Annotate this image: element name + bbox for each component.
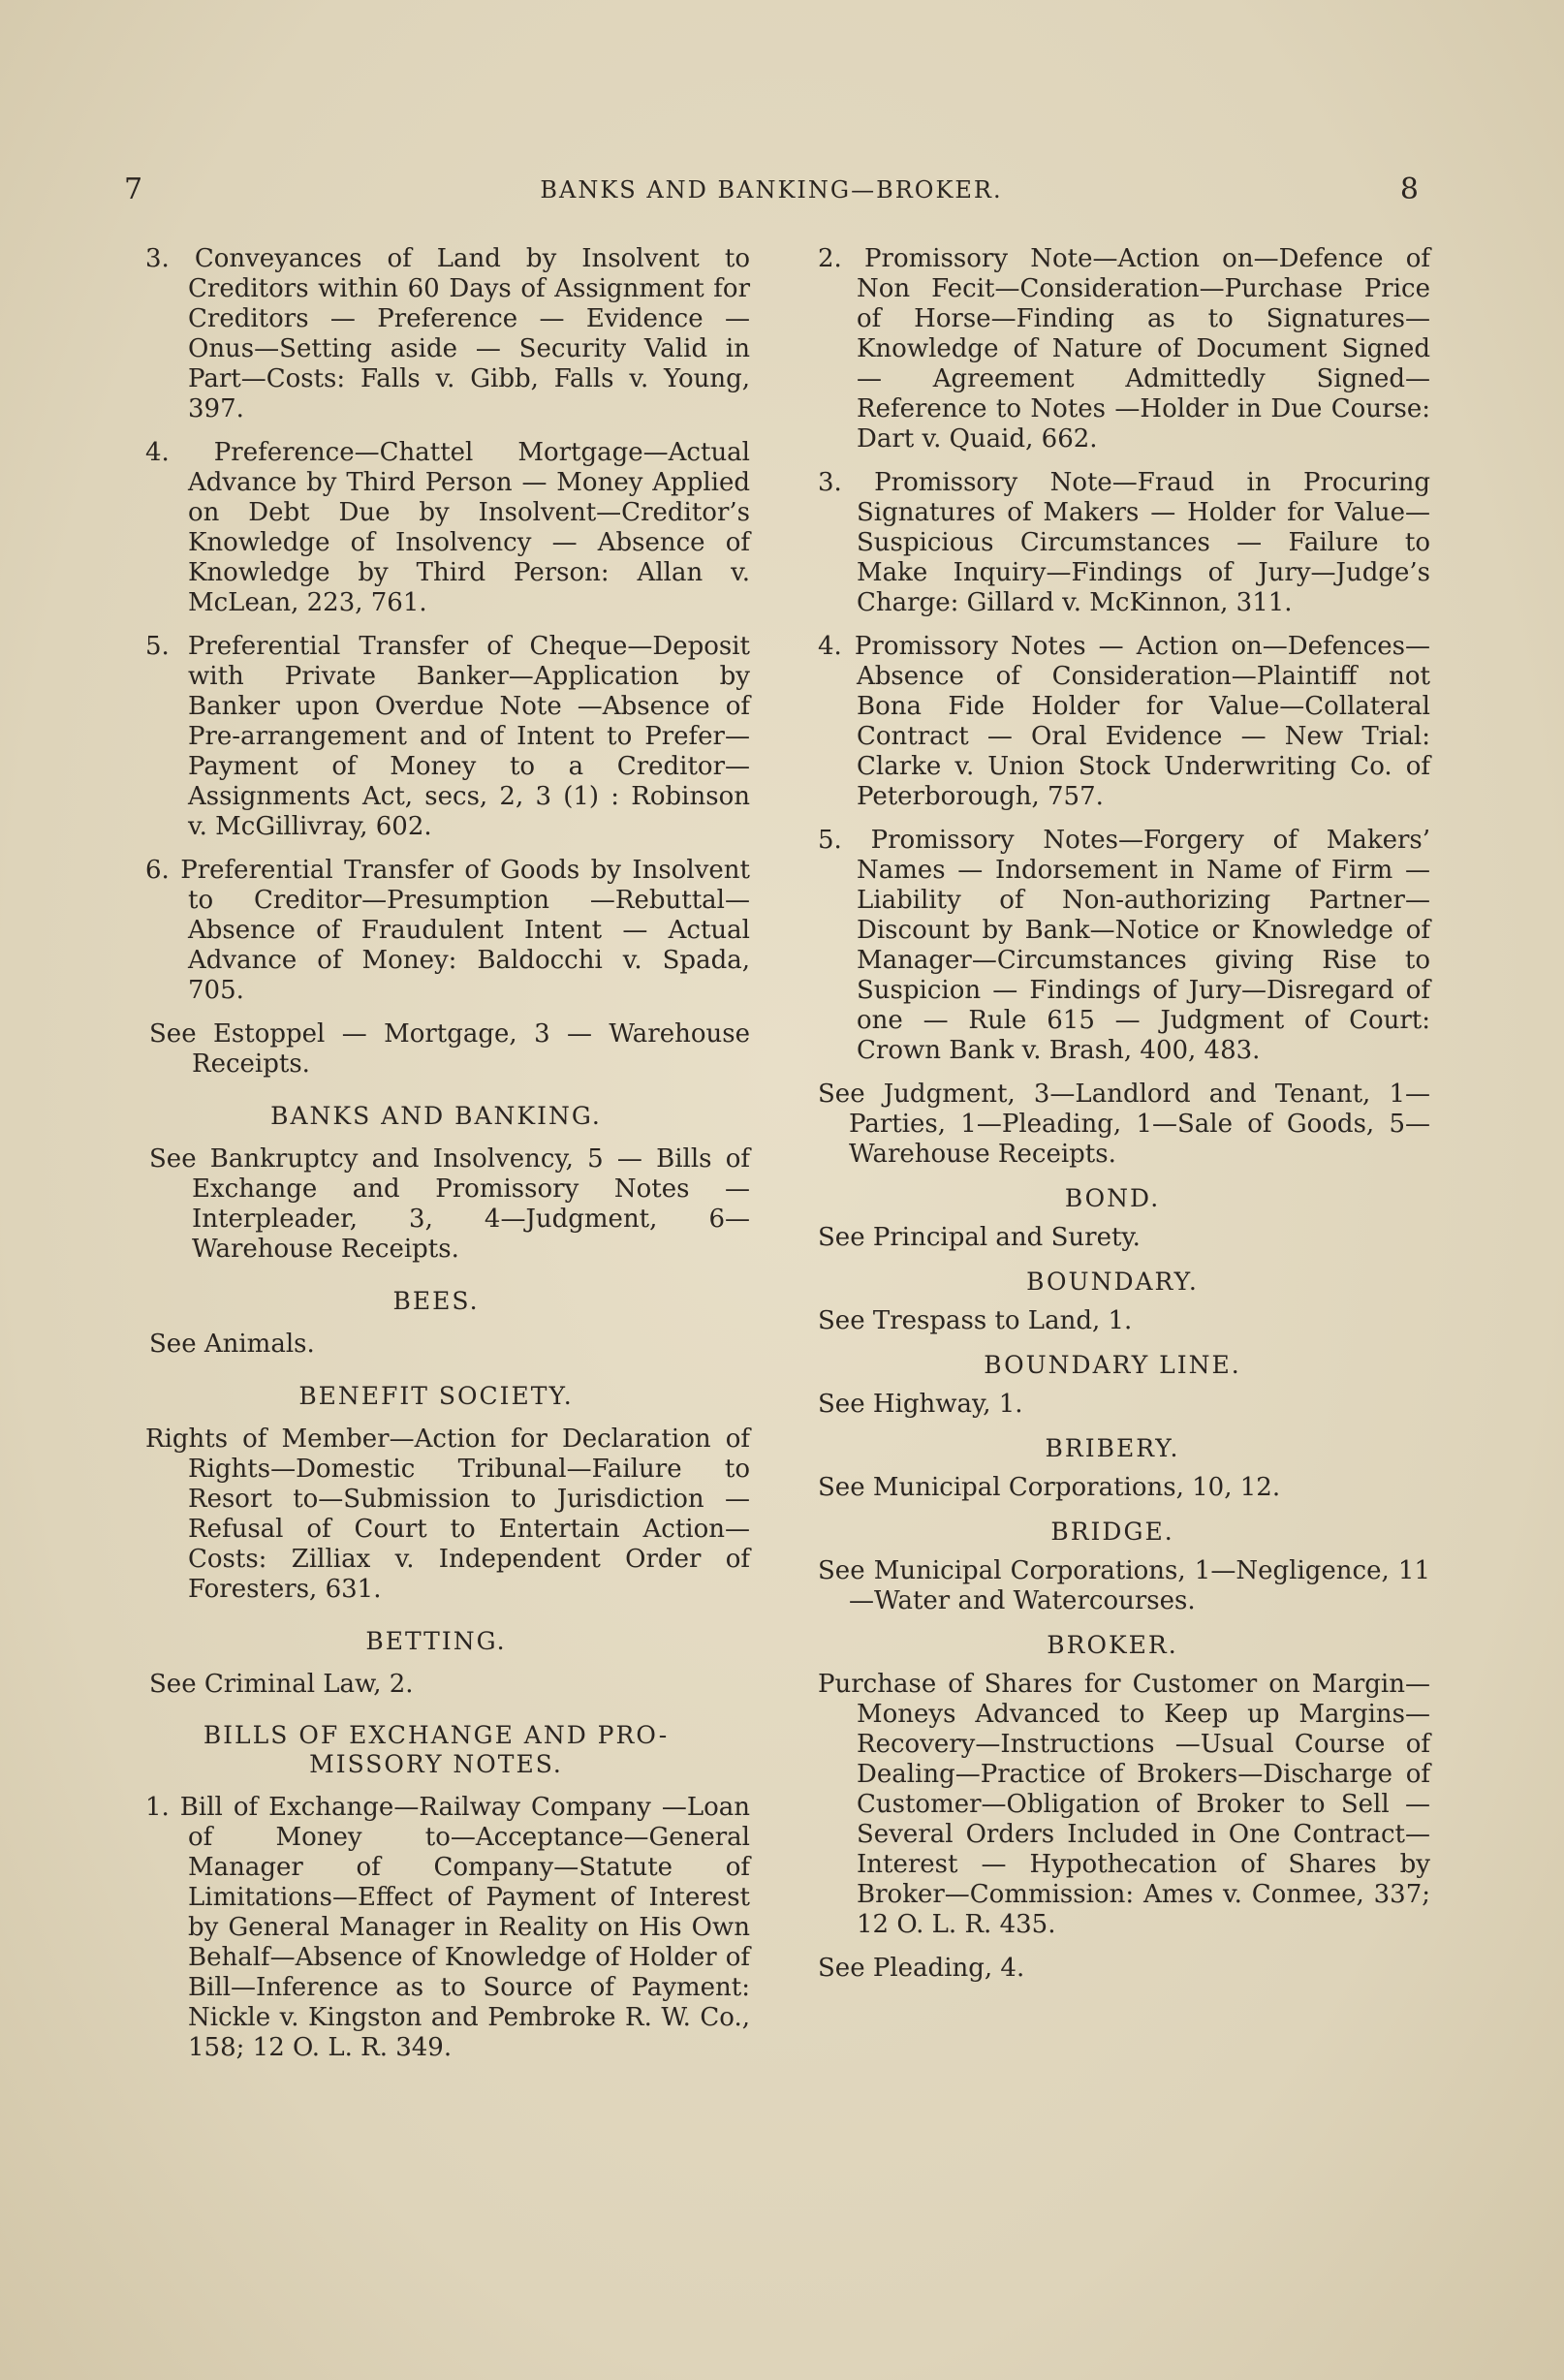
running-header — [124, 172, 1419, 211]
section-heading: BEES. — [392, 1287, 480, 1315]
cross-reference: See Municipal Corporations, 10, 12. — [818, 1473, 1281, 1502]
cross-reference: See Judgment, 3—Landlord and Tenant, 1—Parties, 1—Pleading, 1—Sale of Goods, 5—Warehouse Receipts. — [818, 1080, 1430, 1169]
index-entry: 2. Promissory Note—Action on—Defence of Non Fecit—Consideration—Purchase Price of Horse—Finding as to Signatures—Knowledge of Nature of Document Signed — Agreement Admittedly Signed—Reference to Notes —Holder in Due Course: Dart v. Quaid, 662. — [818, 244, 1430, 454]
index-entry: 3. Conveyances of Land by Insolvent to Creditors within 60 Days of Assignment for Creditors — Preference — Evidence — Onus—Setting aside — Security Valid in Part—Costs: Falls v. Gibb, Falls v. Young, 397. — [145, 244, 750, 423]
section-heading: BRIDGE. — [1050, 1518, 1174, 1546]
section-heading: BOND. — [1064, 1184, 1161, 1212]
cross-reference: See Criminal Law, 2. — [149, 1670, 414, 1699]
index-entry: 4. Preference—Chattel Mortgage—Actual Advance by Third Person — Money Applied on Debt Due by Insolvent—Creditor’s Knowledge of Insolvency — Absence of Knowledge by Third Person: Allan v. McLean, 223, 761. — [145, 438, 750, 617]
running-title: BANKS AND BANKING—BROKER. — [540, 176, 1003, 204]
section-heading-line: BILLS OF EXCHANGE AND PRO- — [203, 1721, 670, 1749]
index-entry: 3. Promissory Note—Fraud in Procuring Signatures of Makers — Holder for Value—Suspicious Circumstances — Failure to Make Inquiry—Findings of Jury—Judge’s Charge: Gillard v. McKinnon, 311. — [818, 468, 1430, 617]
section-heading — [122, 1721, 750, 1779]
page-number-right: 8 — [1399, 172, 1419, 206]
section-heading: BANKS AND BANKING. — [270, 1102, 602, 1130]
section-heading: BENEFIT SOCIETY. — [298, 1382, 574, 1410]
cross-reference: See Trespass to Land, 1. — [818, 1306, 1133, 1335]
section-heading-line: MISSORY NOTES. — [309, 1750, 563, 1778]
cross-reference: See Animals. — [149, 1330, 315, 1359]
index-entry: 5. Promissory Notes—Forgery of Makers’ Names — Indorsement in Name of Firm — Liability of Non-authorizing Partner—Discount by Bank—Notice or Knowledge of Manager—Circumstances giving Rise to Suspicion — Findings of Jury—Disregard of one — Rule 615 — Judgment of Court: Crown Bank v. Brash, 400, 483. — [818, 826, 1430, 1065]
cross-reference: See Estoppel — Mortgage, 3 — Warehouse Receipts. — [149, 1019, 750, 1079]
cross-reference: See Highway, 1. — [818, 1390, 1023, 1419]
section-heading: BETTING. — [365, 1627, 507, 1655]
index-entry: 1. Bill of Exchange—Railway Company —Loan of Money to—Acceptance—General Manager of Company—Statute of Limitations—Effect of Payment of Interest by General Manager in Reality on His Own Behalf—Absence of Knowledge of Holder of Bill—Inference as to Source of Payment: Nickle v. Kingston and Pembroke R. W. Co., 158; 12 O. L. R. 349. — [145, 1793, 750, 2062]
index-entry: 5. Preferential Transfer of Cheque—Deposit with Private Banker—Application by Banker upon Overdue Note —Absence of Pre-arrangement and of Intent to Prefer—Payment of Money to a Creditor—Assignments Act, secs, 2, 3 (1) : Robinson v. McGillivray, 602. — [145, 632, 750, 841]
index-entry: Rights of Member—Action for Declaration of Rights—Domestic Tribunal—Failure to Resort to—Submission to Jurisdiction — Refusal of Court to Entertain Action—Costs: Zilliax v. Independent Order of Foresters, 631. — [145, 1425, 750, 1604]
section-heading: BROKER. — [1047, 1631, 1178, 1659]
cross-reference: See Pleading, 4. — [818, 1954, 1025, 1983]
section-heading: BRIBERY. — [1045, 1434, 1180, 1462]
cross-reference: See Municipal Corporations, 1—Negligence, 11—Water and Watercourses. — [818, 1556, 1430, 1615]
cross-reference: See Principal and Surety. — [818, 1223, 1141, 1252]
index-entry: Purchase of Shares for Customer on Margin—Moneys Advanced to Keep up Margins—Recovery—Instructions —Usual Course of Dealing—Practice of Brokers—Discharge of Customer—Obligation of Broker to Sell —Several Orders Included in One Contract—Interest — Hypothecation of Shares by Broker—Commission: Ames v. Conmee, 337; 12 O. L. R. 435. — [818, 1670, 1430, 1939]
section-heading: BOUNDARY. — [1026, 1268, 1199, 1296]
section-heading: BOUNDARY LINE. — [984, 1351, 1241, 1379]
right-column — [795, 244, 1430, 1997]
left-column — [122, 244, 750, 2077]
page-number-left: 7 — [124, 172, 143, 206]
index-entry: 6. Preferential Transfer of Goods by Insolvent to Creditor—Presumption —Rebuttal—Absence of Fraudulent Intent — Actual Advance of Money: Baldocchi v. Spada, 705. — [145, 856, 750, 1005]
index-entry: 4. Promissory Notes — Action on—Defences—Absence of Consideration—Plaintiff not Bona Fide Holder for Value—Collateral Contract — Oral Evidence — New Trial: Clarke v. Union Stock Underwriting Co. of Peterborough, 757. — [818, 632, 1430, 811]
cross-reference: See Bankruptcy and Insolvency, 5 — Bills of Exchange and Promissory Notes — Interpleader, 3, 4—Judgment, 6—Warehouse Receipts. — [149, 1144, 750, 1264]
